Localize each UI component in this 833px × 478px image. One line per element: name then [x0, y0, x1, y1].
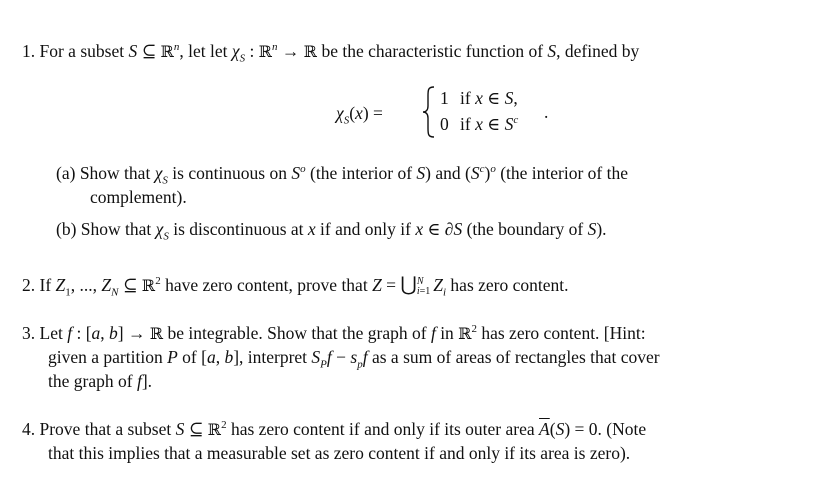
- problem-1a-line-1: (a) Show that $\chi_S$ is continuous on $S^o$ (the interior of S) and $(S^c)^o$ (the interior of the: [56, 163, 629, 187]
- equation-end: .: [544, 102, 549, 122]
- problem-4-number: 4.: [22, 419, 36, 439]
- part-b-label: (b): [56, 219, 77, 239]
- characteristic-function-equation: [336, 86, 576, 142]
- equation-lhs: $\chi_S(x)$ =: [336, 103, 383, 127]
- case-2-value: 0: [440, 114, 449, 134]
- problem-4-line-2: that this implies that a measurable set as zero content if and only if its area is zero).: [48, 443, 631, 463]
- problem-1a-line-2: complement).: [90, 187, 187, 207]
- left-brace-icon: [422, 86, 436, 138]
- problem-1b-line-1: (b) Show that $\chi_S$ is discontinuous at x if and only if x ∈ ∂S (the boundary of S).: [56, 219, 607, 243]
- part-a-label: (a): [56, 163, 76, 183]
- problem-1-line-1: 1. For a subset S ⊆ ℝ$^n$, let let $\chi_S$ : ℝ$^n$ → ℝ be the characteristic function of S, defined by: [22, 41, 640, 65]
- problem-3-line-1: 3. Let f : [a, b] → ℝ be integrable. Show that the graph of f in ℝ$^2$ has zero content. [Hint:: [22, 323, 646, 343]
- case-1-value: 1: [440, 88, 449, 108]
- problem-3-line-3: the graph of f].: [48, 371, 153, 391]
- case-2-condition: if x ∈ $S^c$: [460, 114, 519, 134]
- case-1-condition: if x ∈ S,: [460, 88, 518, 108]
- problem-2-number: 2.: [22, 275, 36, 295]
- problem-3-number: 3.: [22, 323, 36, 343]
- problem-1-number: 1.: [22, 41, 36, 61]
- problem-2-line-1: 2. If $Z_1$, ..., $Z_N$ ⊆ ℝ$^2$ have zero content, prove that Z = ⋃ N i=1 $Z_i$ has zero content.: [22, 274, 569, 299]
- problem-4-line-1: 4. Prove that a subset S ⊆ ℝ$^2$ has zero content if and only if its outer area $\overline{A}(S) = 0$. (Note: [22, 419, 647, 439]
- problem-3-line-2: given a partition P of [a, b], interpret $S_Pf - s_pf$ as a sum of areas of rectangles that cover: [48, 347, 660, 371]
